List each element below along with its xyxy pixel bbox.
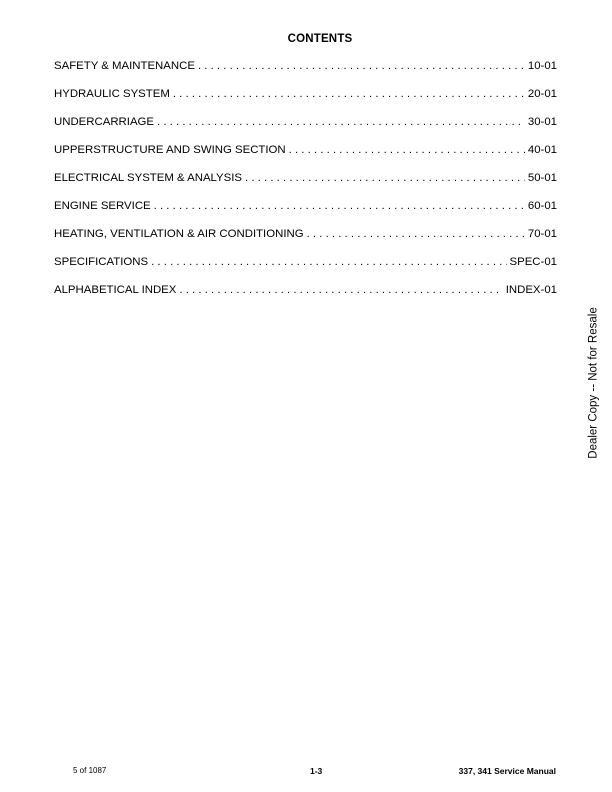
toc-dot-leader	[173, 88, 525, 100]
toc-entry-label: ENGINE SERVICE	[54, 200, 151, 212]
toc-entry-page: 20-01	[527, 88, 557, 100]
toc-entry-page: 10-01	[527, 60, 557, 72]
toc-entry-engine-service[interactable]	[54, 200, 557, 228]
page-footer	[0, 766, 612, 780]
toc-entry-page: 30-01	[527, 116, 557, 128]
toc-entry-specifications[interactable]	[54, 256, 557, 284]
watermark-text: Dealer Copy -- Not for Resale	[588, 307, 601, 459]
toc-entry-page: 50-01	[527, 172, 557, 184]
toc-entry-electrical-system[interactable]	[54, 172, 557, 200]
toc-entry-page: 40-01	[527, 144, 557, 156]
toc-entry-hydraulic-system[interactable]	[54, 88, 557, 116]
toc-dot-leader	[307, 228, 525, 240]
toc-entry-upperstructure-swing[interactable]	[54, 144, 557, 172]
toc-dot-leader	[179, 284, 502, 296]
toc-entry-label: SPECIFICATIONS	[54, 256, 149, 268]
toc-entry-label: HYDRAULIC SYSTEM	[54, 88, 170, 100]
toc-entry-label: ALPHABETICAL INDEX	[54, 284, 177, 296]
toc-dot-leader	[151, 256, 506, 268]
toc-entry-label: ELECTRICAL SYSTEM & ANALYSIS	[54, 172, 243, 184]
toc-dot-leader	[198, 60, 525, 72]
toc-entry-page: 70-01	[527, 228, 557, 240]
toc-entry-undercarriage[interactable]	[54, 116, 557, 144]
toc-dot-leader	[157, 116, 525, 128]
toc-entry-hvac[interactable]	[54, 228, 557, 256]
toc-dot-leader	[245, 172, 525, 184]
toc-entry-alphabetical-index[interactable]	[54, 284, 557, 312]
page-number: 1-3	[310, 766, 323, 776]
dealer-copy-watermark	[585, 307, 603, 459]
table-of-contents	[54, 60, 557, 312]
toc-dot-leader	[154, 200, 525, 212]
toc-entry-page: 60-01	[527, 200, 557, 212]
manual-title: 337, 341 Service Manual	[458, 766, 556, 776]
toc-entry-page: INDEX-01	[505, 284, 557, 296]
toc-dot-leader	[289, 144, 525, 156]
toc-entry-safety-maintenance[interactable]	[54, 60, 557, 88]
pdf-page-counter: 5 of 1087	[73, 766, 107, 775]
toc-entry-label: UNDERCARRIAGE	[54, 116, 154, 128]
toc-entry-page: SPEC-01	[509, 256, 557, 268]
toc-entry-label: SAFETY & MAINTENANCE	[54, 60, 195, 72]
page-title: CONTENTS	[287, 33, 353, 45]
toc-entry-label: HEATING, VENTILATION & AIR CONDITIONING	[54, 228, 304, 240]
toc-entry-label: UPPERSTRUCTURE AND SWING SECTION	[54, 144, 286, 156]
